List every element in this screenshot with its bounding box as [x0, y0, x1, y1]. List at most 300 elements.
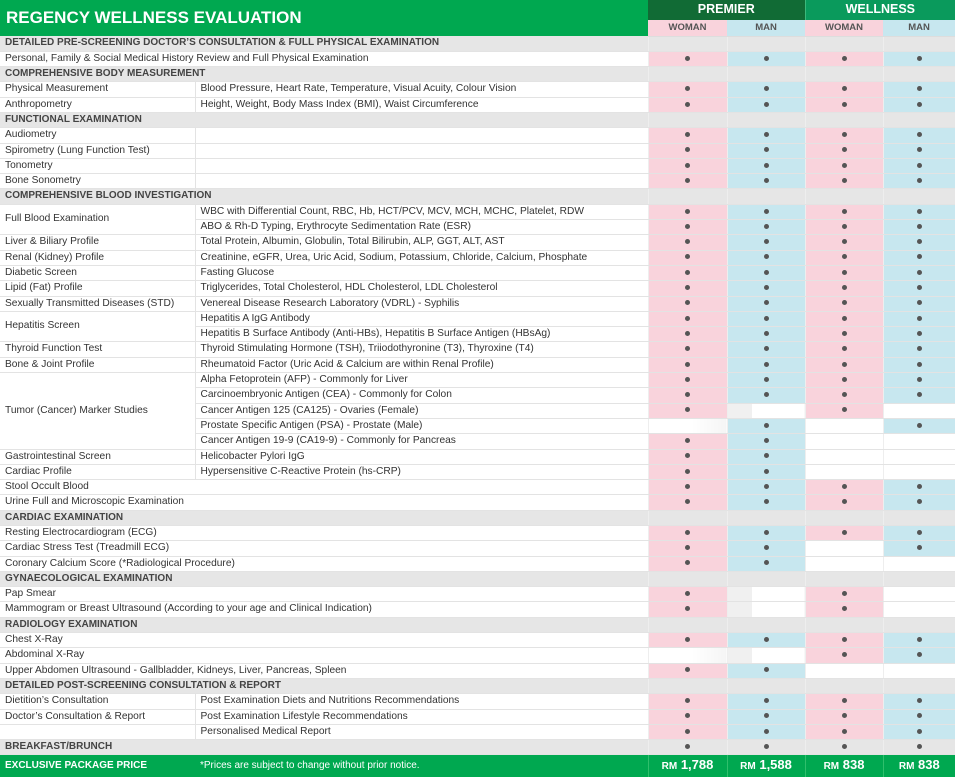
premier-woman-cell [648, 602, 727, 617]
included-dot-icon [764, 423, 769, 428]
included-dot-icon [764, 224, 769, 229]
premier-woman-cell [648, 495, 727, 510]
premier-man-cell [727, 694, 805, 709]
included-dot-icon [842, 713, 847, 718]
included-dot-icon [764, 178, 769, 183]
included-dot-icon [917, 545, 922, 550]
included-dot-icon [685, 560, 690, 565]
included-dot-icon [842, 209, 847, 214]
premier-man-cell [727, 526, 805, 541]
wellness-woman-cell [805, 204, 883, 219]
premier-woman-cell [648, 281, 727, 296]
premier-man-cell [727, 556, 805, 571]
premier-man-cell [727, 281, 805, 296]
included-dot-icon [685, 591, 690, 596]
premier-man-cell [727, 112, 805, 127]
wellness-woman-cell [805, 724, 883, 739]
wellness-woman-cell [805, 434, 883, 449]
table-row [0, 342, 955, 357]
wellness-man-cell [883, 327, 955, 342]
test-name: Hepatitis Screen [0, 311, 195, 342]
premier-man-cell [727, 327, 805, 342]
premier-man-cell [727, 97, 805, 112]
included-dot-icon [685, 147, 690, 152]
test-name: Liver & Biliary Profile [0, 235, 195, 250]
included-dot-icon [842, 254, 847, 259]
included-dot-icon [685, 178, 690, 183]
test-name: Resting Electrocardiogram (ECG) [0, 526, 648, 541]
wellness-man-cell [883, 633, 955, 648]
section-title: GYNAECOLOGICAL EXAMINATION [0, 571, 648, 586]
included-dot-icon [764, 316, 769, 321]
wellness-man-cell [883, 281, 955, 296]
test-detail: Hypersensitive C-Reactive Protein (hs-CRP) [195, 464, 648, 479]
wellness-woman-cell [805, 602, 883, 617]
included-dot-icon [764, 163, 769, 168]
premier-man-cell [727, 373, 805, 388]
premier-woman-cell [648, 189, 727, 204]
included-dot-icon [685, 729, 690, 734]
included-dot-icon [764, 392, 769, 397]
currency: RM [740, 761, 756, 773]
test-name: Tumor (Cancer) Marker Studies [0, 373, 195, 449]
test-detail: Post Examination Diets and Nutritions Recommendations [195, 694, 648, 709]
included-dot-icon [842, 224, 847, 229]
test-name: Personal, Family & Social Medical History Review and Full Physical Examination [0, 51, 648, 66]
wellness-man-cell [883, 112, 955, 127]
premier-man-header: MAN [727, 20, 805, 36]
table-row [0, 464, 955, 479]
table-row [0, 174, 955, 189]
premier-man-cell [727, 434, 805, 449]
test-detail [195, 143, 648, 158]
test-detail: Hepatitis A IgG Antibody [195, 311, 648, 326]
wellness-woman-cell [805, 464, 883, 479]
included-dot-icon [842, 744, 847, 749]
included-dot-icon [764, 438, 769, 443]
premier-man-cell [727, 250, 805, 265]
currency: RM [898, 761, 915, 773]
premier-man-cell [727, 189, 805, 204]
premier-woman-cell [648, 112, 727, 127]
wellness-man-cell [883, 602, 955, 617]
included-dot-icon [917, 270, 922, 275]
test-detail: Thyroid Stimulating Hormone (TSH), Triiodothyronine (T3), Thyroxine (T4) [195, 342, 648, 357]
wellness-man-cell [883, 36, 955, 51]
premier-woman-cell [648, 174, 727, 189]
test-detail [195, 158, 648, 173]
price-value: 1,588 [759, 757, 792, 773]
included-dot-icon [685, 698, 690, 703]
test-detail: Cancer Antigen 19-9 (CA19-9) - Commonly for Pancreas [195, 434, 648, 449]
wellness-man-cell [883, 235, 955, 250]
included-dot-icon [764, 560, 769, 565]
included-dot-icon [764, 86, 769, 91]
included-dot-icon [685, 545, 690, 550]
package-wellness-header: WELLNESS [805, 0, 955, 20]
included-dot-icon [685, 530, 690, 535]
wellness-woman-cell [805, 342, 883, 357]
included-dot-icon [685, 285, 690, 290]
price-value: 838 [842, 757, 865, 773]
included-dot-icon [764, 346, 769, 351]
premier-man-cell [727, 403, 805, 418]
included-dot-icon [685, 331, 690, 336]
included-dot-icon [764, 744, 769, 749]
test-name: Upper Abdomen Ultrasound - Gallbladder, Kidneys, Liver, Pancreas, Spleen [0, 663, 648, 678]
test-detail: WBC with Differential Count, RBC, Hb, HCT/PCV, MCV, MCH, MCHC, Platelet, RDW [195, 204, 648, 219]
wellness-woman-cell [805, 143, 883, 158]
table-row [0, 250, 955, 265]
premier-woman-cell [648, 633, 727, 648]
wellness-man-cell [883, 311, 955, 326]
wellness-woman-cell [805, 174, 883, 189]
included-dot-icon [842, 392, 847, 397]
included-dot-icon [917, 484, 922, 489]
test-name: Cardiac Stress Test (Treadmill ECG) [0, 541, 648, 556]
premier-woman-cell [648, 617, 727, 632]
premier-woman-cell [648, 327, 727, 342]
test-name: Bone & Joint Profile [0, 357, 195, 372]
test-name: Doctor’s Consultation & Report [0, 709, 195, 724]
test-name: Diabetic Screen [0, 265, 195, 280]
wellness-man-cell [883, 342, 955, 357]
included-dot-icon [842, 530, 847, 535]
included-dot-icon [685, 667, 690, 672]
test-name: Abdominal X-Ray [0, 648, 648, 663]
test-detail: Carcinoembryonic Antigen (CEA) - Commonly for Colon [195, 388, 648, 403]
wellness-man-cell [883, 617, 955, 632]
section-title: FUNCTIONAL EXAMINATION [0, 112, 648, 127]
premier-woman-cell [648, 510, 727, 525]
wellness-woman-cell [805, 373, 883, 388]
included-dot-icon [917, 652, 922, 657]
premier-woman-cell [648, 418, 727, 433]
included-dot-icon [685, 637, 690, 642]
wellness-woman-cell [805, 694, 883, 709]
wellness-man-cell [883, 526, 955, 541]
included-dot-icon [685, 346, 690, 351]
section-header-row [0, 617, 955, 632]
included-dot-icon [685, 102, 690, 107]
wellness-man-cell [883, 678, 955, 693]
premier-man-cell [727, 724, 805, 739]
premier-man-cell [727, 709, 805, 724]
test-name: Gastrointestinal Screen [0, 449, 195, 464]
premier-man-cell [727, 480, 805, 495]
premier-man-cell [727, 663, 805, 678]
wellness-man-cell [883, 556, 955, 571]
included-dot-icon [685, 254, 690, 259]
wellness-woman-cell [805, 158, 883, 173]
wellness-woman-cell [805, 678, 883, 693]
test-detail: Height, Weight, Body Mass Index (BMI), Waist Circumference [195, 97, 648, 112]
included-dot-icon [685, 484, 690, 489]
test-detail: Blood Pressure, Heart Rate, Temperature, Visual Acuity, Colour Vision [195, 82, 648, 97]
premier-woman-cell [648, 97, 727, 112]
included-dot-icon [685, 392, 690, 397]
package-premier-header: PREMIER [648, 0, 805, 20]
section-header-row [0, 678, 955, 693]
premier-woman-cell [648, 143, 727, 158]
table-row [0, 281, 955, 296]
premier-woman-cell [648, 67, 727, 82]
premier-woman-cell [648, 526, 727, 541]
premier-man-cell [727, 204, 805, 219]
wellness-woman-cell [805, 633, 883, 648]
included-dot-icon [764, 530, 769, 535]
premier-woman-cell [648, 556, 727, 571]
wellness-man-cell [883, 357, 955, 372]
wellness-man-cell [883, 158, 955, 173]
section-title: DETAILED POST-SCREENING CONSULTATION & REPORT [0, 678, 648, 693]
premier-woman-cell [648, 648, 727, 663]
wellness-woman-cell [805, 480, 883, 495]
included-dot-icon [842, 147, 847, 152]
included-dot-icon [764, 637, 769, 642]
page-title: REGENCY WELLNESS EVALUATION [0, 0, 648, 36]
included-dot-icon [917, 698, 922, 703]
included-dot-icon [842, 652, 847, 657]
table-row [0, 694, 955, 709]
premier-man-cell [727, 740, 805, 755]
wellness-woman-cell [805, 571, 883, 586]
wellness-man-cell [883, 67, 955, 82]
premier-woman-cell [648, 740, 727, 755]
test-name: Thyroid Function Test [0, 342, 195, 357]
wellness-woman-cell [805, 403, 883, 418]
table-row [0, 709, 955, 724]
included-dot-icon [842, 86, 847, 91]
included-dot-icon [685, 407, 690, 412]
section-title: BREAKFAST/BRUNCH [0, 740, 648, 755]
wellness-man-cell [883, 204, 955, 219]
included-dot-icon [842, 300, 847, 305]
included-dot-icon [917, 132, 922, 137]
test-detail: Triglycerides, Total Cholesterol, HDL Cholesterol, LDL Cholesterol [195, 281, 648, 296]
table-row [0, 449, 955, 464]
test-detail: Rheumatoid Factor (Uric Acid & Calcium are within Renal Profile) [195, 357, 648, 372]
premier-woman-cell [648, 51, 727, 66]
included-dot-icon [764, 270, 769, 275]
included-dot-icon [842, 362, 847, 367]
included-dot-icon [917, 224, 922, 229]
included-dot-icon [917, 254, 922, 259]
price-label: EXCLUSIVE PACKAGE PRICE [0, 755, 195, 777]
test-name: Full Blood Examination [0, 204, 195, 235]
wellness-man-cell [883, 663, 955, 678]
table-row [0, 97, 955, 112]
wellness-man-cell [883, 174, 955, 189]
wellness-woman-cell [805, 541, 883, 556]
included-dot-icon [917, 713, 922, 718]
table-body [0, 36, 955, 755]
wellness-woman-cell [805, 510, 883, 525]
premier-man-cell [727, 418, 805, 433]
wellness-woman-cell [805, 388, 883, 403]
table-row [0, 128, 955, 143]
premier-man-cell [727, 128, 805, 143]
wellness-man-cell [883, 587, 955, 602]
included-dot-icon [842, 377, 847, 382]
included-dot-icon [842, 239, 847, 244]
premier-man-cell [727, 464, 805, 479]
section-header-row [0, 189, 955, 204]
test-detail: Creatinine, eGFR, Urea, Uric Acid, Sodium, Potassium, Chloride, Calcium, Phosphate [195, 250, 648, 265]
premier-man-cell [727, 388, 805, 403]
included-dot-icon [842, 698, 847, 703]
premier-man-cell [727, 265, 805, 280]
section-title: DETAILED PRE-SCREENING DOCTOR’S CONSULTATION & FULL PHYSICAL EXAMINATION [0, 36, 648, 51]
included-dot-icon [917, 744, 922, 749]
included-dot-icon [685, 163, 690, 168]
premier-man-cell [727, 633, 805, 648]
test-detail: Helicobacter Pylori IgG [195, 449, 648, 464]
included-dot-icon [842, 637, 847, 642]
wellness-woman-cell [805, 51, 883, 66]
included-dot-icon [917, 86, 922, 91]
premier-woman-cell [648, 694, 727, 709]
wellness-man-cell [883, 464, 955, 479]
section-header-row [0, 112, 955, 127]
wellness-woman-cell [805, 526, 883, 541]
premier-woman-cell [648, 296, 727, 311]
test-name: Audiometry [0, 128, 195, 143]
wellness-man-cell [883, 571, 955, 586]
premier-woman-cell [648, 158, 727, 173]
included-dot-icon [685, 56, 690, 61]
included-dot-icon [685, 316, 690, 321]
included-dot-icon [764, 469, 769, 474]
included-dot-icon [842, 270, 847, 275]
included-dot-icon [917, 316, 922, 321]
premier-woman-cell [648, 403, 727, 418]
premier-woman-cell [648, 265, 727, 280]
premier-man-cell [727, 36, 805, 51]
wellness-man-cell [883, 250, 955, 265]
table-row [0, 373, 955, 388]
included-dot-icon [685, 713, 690, 718]
included-dot-icon [685, 606, 690, 611]
premier-woman-cell [648, 464, 727, 479]
wellness-man-cell [883, 82, 955, 97]
wellness-man-cell [883, 541, 955, 556]
included-dot-icon [917, 56, 922, 61]
premier-woman-cell [648, 311, 727, 326]
table-row [0, 265, 955, 280]
wellness-woman-cell [805, 67, 883, 82]
included-dot-icon [764, 729, 769, 734]
premier-woman-cell [648, 82, 727, 97]
wellness-woman-cell [805, 709, 883, 724]
premier-woman-cell [648, 678, 727, 693]
premier-woman-cell [648, 220, 727, 235]
included-dot-icon [685, 224, 690, 229]
wellness-woman-cell [805, 82, 883, 97]
wellness-woman-cell [805, 112, 883, 127]
wellness-man-header: MAN [883, 20, 955, 36]
included-dot-icon [842, 331, 847, 336]
included-dot-icon [685, 132, 690, 137]
included-dot-icon [917, 499, 922, 504]
test-name: Anthropometry [0, 97, 195, 112]
table-row [0, 648, 955, 663]
included-dot-icon [917, 362, 922, 367]
included-dot-icon [917, 392, 922, 397]
premier-man-cell [727, 602, 805, 617]
included-dot-icon [917, 102, 922, 107]
test-name: Tonometry [0, 158, 195, 173]
test-detail: Fasting Glucose [195, 265, 648, 280]
included-dot-icon [764, 545, 769, 550]
wellness-woman-cell [805, 235, 883, 250]
included-dot-icon [764, 56, 769, 61]
premier-man-cell [727, 357, 805, 372]
included-dot-icon [917, 423, 922, 428]
premier-man-cell [727, 541, 805, 556]
table-row [0, 357, 955, 372]
table-row [0, 82, 955, 97]
wellness-man-cell [883, 220, 955, 235]
table-row [0, 587, 955, 602]
included-dot-icon [685, 744, 690, 749]
included-dot-icon [764, 667, 769, 672]
test-name: Lipid (Fat) Profile [0, 281, 195, 296]
premier-man-cell [727, 67, 805, 82]
wellness-man-cell [883, 740, 955, 755]
test-detail [195, 128, 648, 143]
wellness-man-cell [883, 694, 955, 709]
included-dot-icon [917, 637, 922, 642]
wellness-woman-cell [805, 495, 883, 510]
test-detail: Post Examination Lifestyle Recommendations [195, 709, 648, 724]
included-dot-icon [917, 331, 922, 336]
wellness-woman-header: WOMAN [805, 20, 883, 36]
table-row [0, 724, 955, 739]
included-dot-icon [917, 178, 922, 183]
premier-man-cell [727, 143, 805, 158]
test-detail: Venereal Disease Research Laboratory (VDRL) - Syphilis [195, 296, 648, 311]
wellness-woman-cell [805, 97, 883, 112]
test-detail: Prostate Specific Antigen (PSA) - Prostate (Male) [195, 418, 648, 433]
included-dot-icon [685, 499, 690, 504]
included-dot-icon [842, 178, 847, 183]
included-dot-icon [685, 300, 690, 305]
included-dot-icon [842, 132, 847, 137]
included-dot-icon [842, 102, 847, 107]
included-dot-icon [764, 239, 769, 244]
test-name: Spirometry (Lung Function Test) [0, 143, 195, 158]
test-detail: Personalised Medical Report [195, 724, 648, 739]
wellness-man-cell [883, 189, 955, 204]
wellness-woman-cell [805, 250, 883, 265]
premier-man-cell [727, 495, 805, 510]
included-dot-icon [764, 254, 769, 259]
test-name: Mammogram or Breast Ultrasound (According to your age and Clinical Indication) [0, 602, 648, 617]
test-detail: ABO & Rh-D Typing, Erythrocyte Sedimentation Rate (ESR) [195, 220, 648, 235]
included-dot-icon [764, 698, 769, 703]
premier-woman-cell [648, 571, 727, 586]
premier-woman-cell [648, 587, 727, 602]
included-dot-icon [917, 209, 922, 214]
premier-woman-header: WOMAN [648, 20, 727, 36]
table-row [0, 663, 955, 678]
included-dot-icon [764, 484, 769, 489]
included-dot-icon [685, 362, 690, 367]
included-dot-icon [764, 209, 769, 214]
wellness-man-cell [883, 648, 955, 663]
section-title: COMPREHENSIVE BLOOD INVESTIGATION [0, 189, 648, 204]
